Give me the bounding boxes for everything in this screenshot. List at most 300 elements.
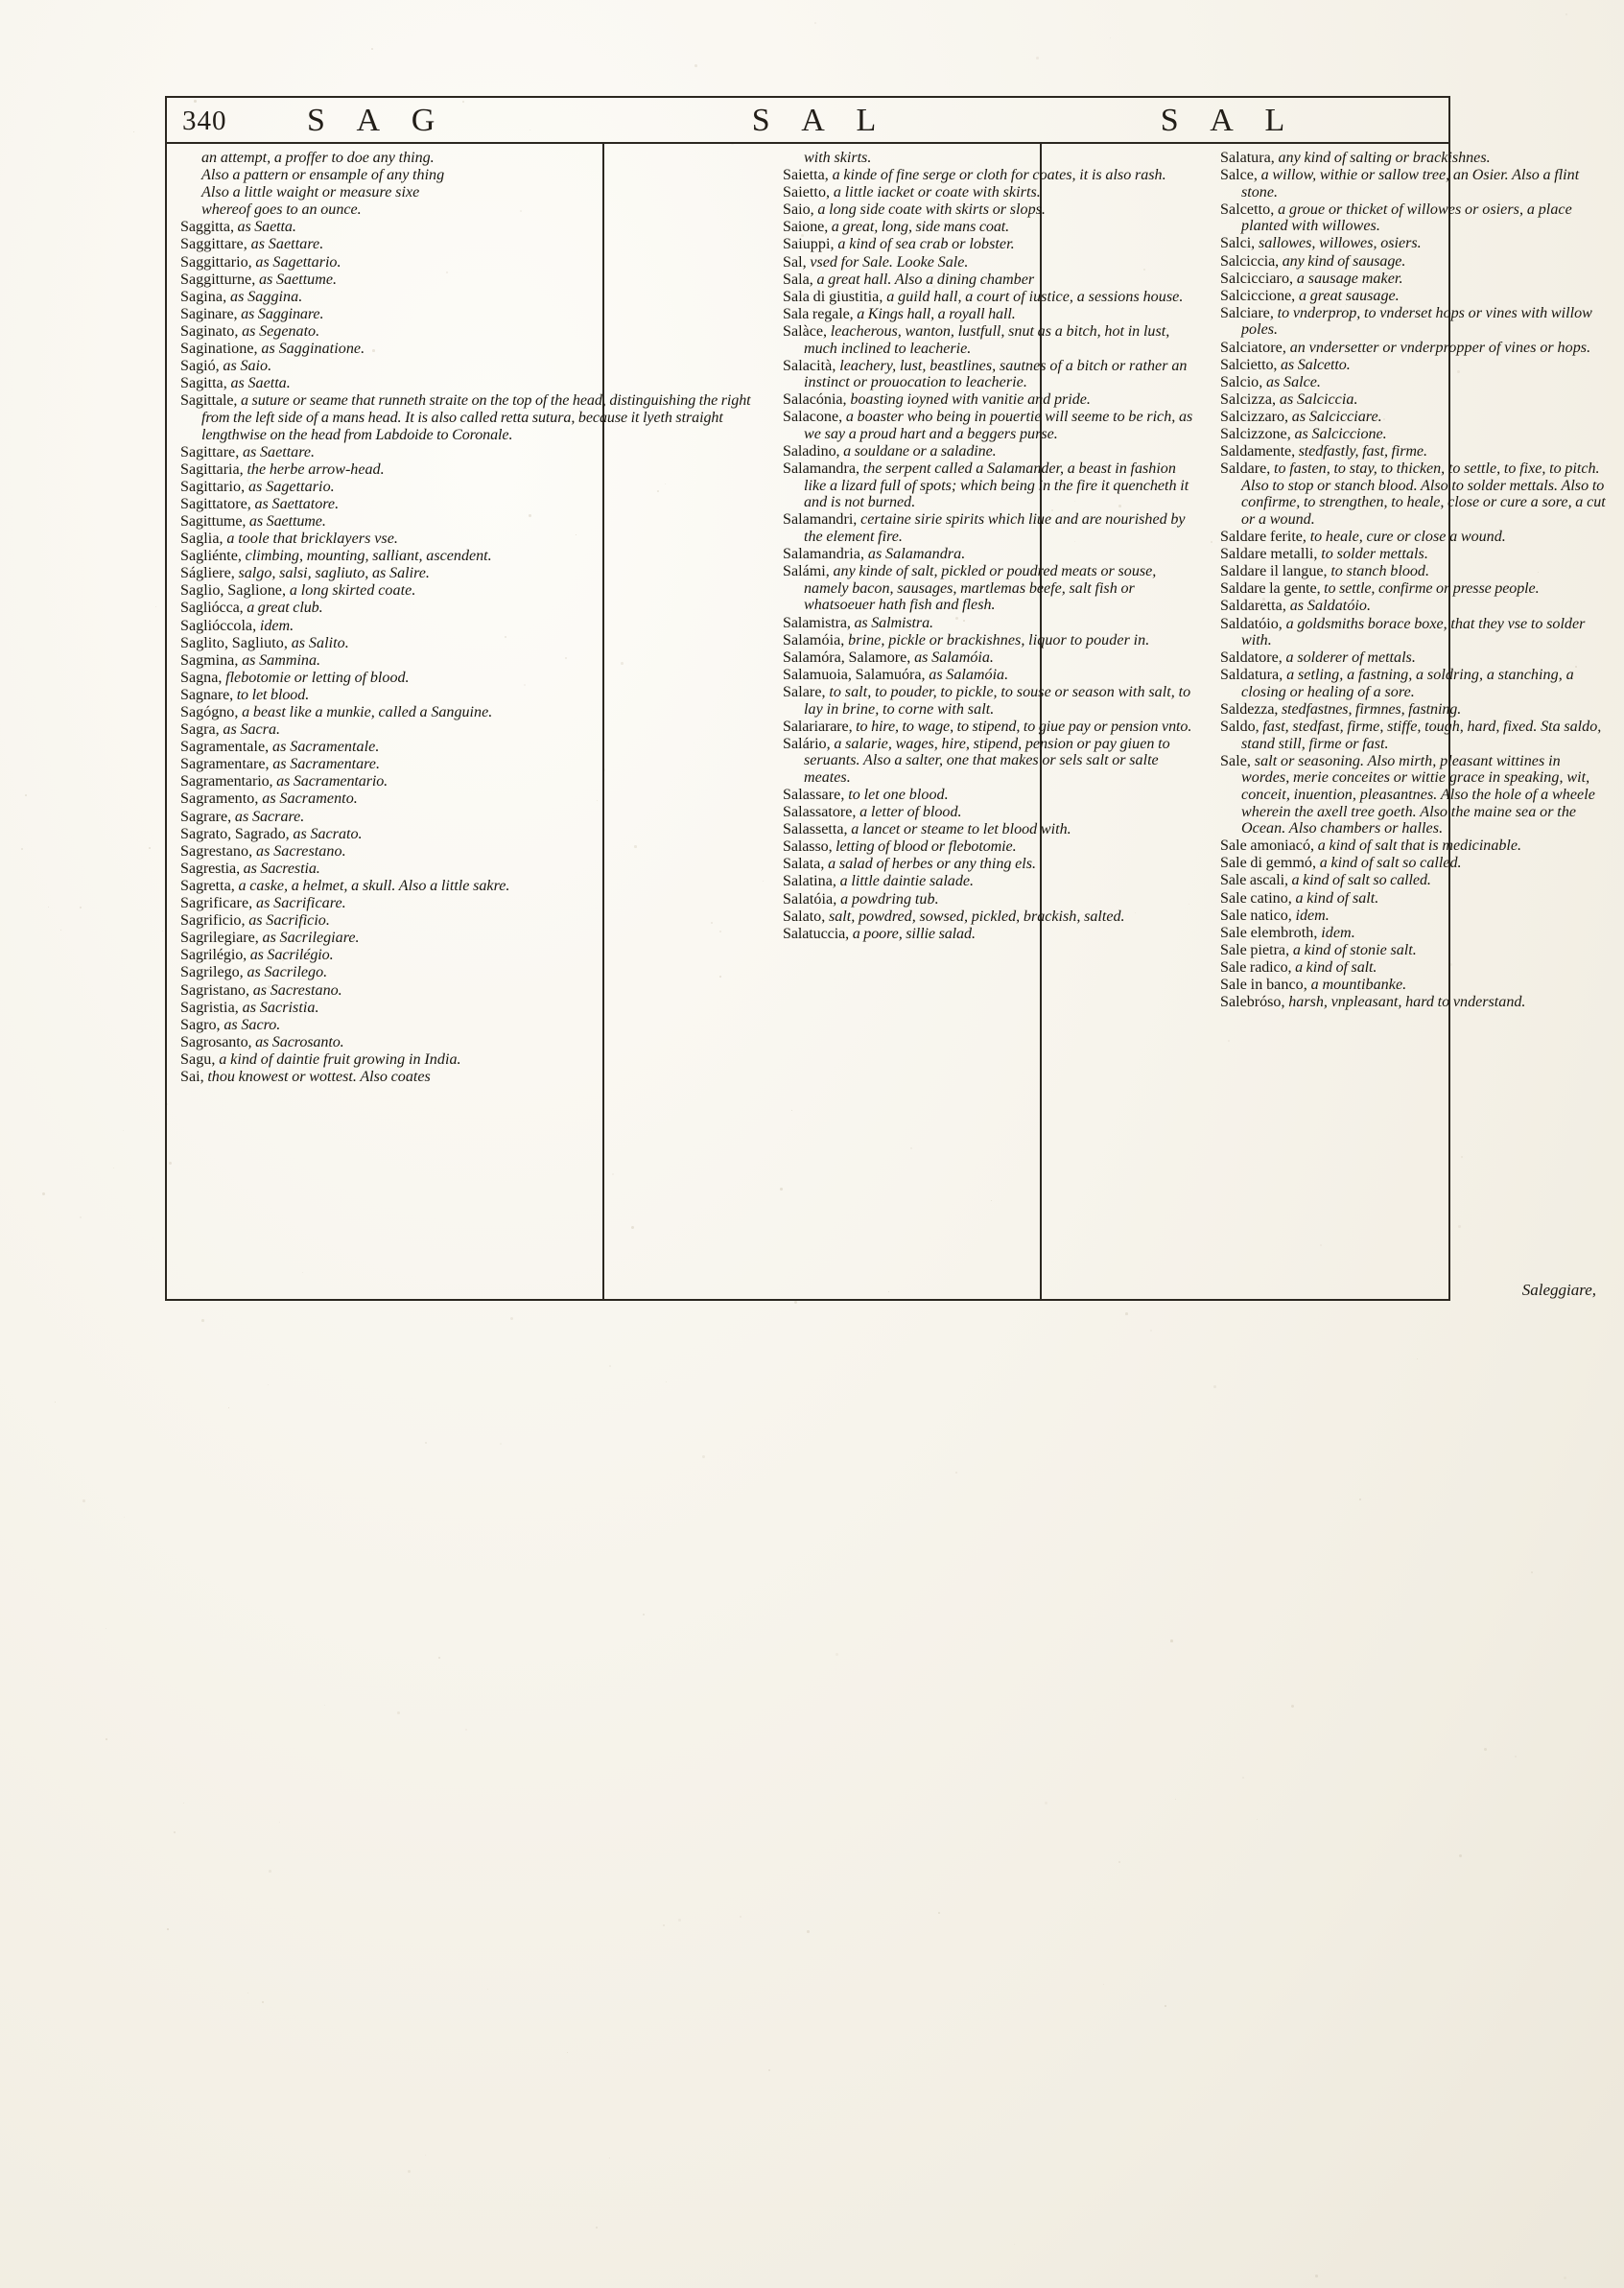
dictionary-entry [1220,908,1610,925]
dictionary-entry [1220,994,1610,1011]
entry-definition: to stanch blood. [1330,563,1429,580]
paper-speckle [133,131,134,132]
running-head-left: S A G [307,103,448,138]
paper-speckle [1359,1498,1361,1500]
paper-speckle [1213,1385,1216,1388]
dictionary-entry [783,684,1197,718]
entry-headword: Saldare il langue, [1220,563,1328,580]
dictionary-entry [783,787,1197,804]
entry-headword: Salàce, [783,322,828,340]
dictionary-entry [180,1017,760,1034]
dictionary-entry [180,531,760,548]
dictionary-entry [1220,167,1610,200]
paper-speckle [60,930,61,931]
entry-definition: a little daintie salade. [839,873,975,890]
entry-headword: Sale di gemmó, [1220,855,1316,872]
entry-definition: any kind of salting or brackishnes. [1278,150,1491,166]
paper-speckle [1531,1571,1533,1573]
paper-speckle [836,1653,838,1656]
entry-definition: the serpent called a Salamander, a beast in fashion like a lizard full of spots; which being in the fire it quencheth it and is not burned. [804,460,1189,511]
entry-definition: as Salcicciare. [1291,408,1382,425]
entry-headword: Sal, [783,253,807,271]
dictionary-entry [180,687,760,704]
paper-speckle [162,931,163,932]
entry-definition: flebotomie or letting of blood. [225,669,410,686]
paper-speckle [938,1912,940,1914]
entry-headword: Salciccione, [1220,287,1296,304]
dictionary-entry [180,289,760,306]
entry-headword: Salassatore, [783,804,857,821]
paper-speckle [269,1870,271,1873]
paper-speckle [1484,1748,1487,1751]
entry-headword: Sagittale, [180,392,238,410]
entry-definition: as Sagettario. [247,478,335,495]
dictionary-entry [783,838,1197,856]
entry-headword: Sale pietra, [1220,941,1290,958]
entry-definition: as Saettume. [248,512,326,530]
dictionary-column-middle [773,144,1205,1301]
paper-speckle [1118,1861,1120,1863]
dictionary-entry [783,615,1197,632]
paper-speckle [42,1192,45,1195]
dictionary-entry [180,600,760,617]
paper-speckle [1125,1312,1128,1315]
dictionary-entry [180,254,760,271]
entry-definition: an vndersetter or vnderpropper of vines or hops. [1289,339,1591,356]
dictionary-entry [1220,340,1610,357]
paper-speckle [1417,1358,1418,1359]
entry-definition: as Sacrosanto. [255,1033,344,1050]
entry-definition: a kind of sea crab or lobster. [837,236,1015,253]
entry-headword: Salacone, [783,409,843,426]
dictionary-entry [180,219,760,236]
entry-definition: as Sacrificare. [256,895,346,912]
dictionary-entry [180,878,760,895]
paper-speckle [1565,13,1567,15]
paper-speckle [201,1319,204,1322]
entry-definition: whereof goes to an ounce. [201,201,362,219]
entry-headword: Sagramentale, [180,739,270,756]
paper-speckle [807,1930,810,1933]
paper-speckle [510,1317,513,1320]
dictionary-entry [180,271,760,289]
entry-definition: leacherous, wanton, lustfull, snut as a bitch, hot in lust, much inclined to leacherie. [804,322,1170,357]
dictionary-entry [783,409,1197,442]
entry-headword: Saldare la gente, [1220,580,1321,598]
entry-headword: Sagrestia, [180,860,241,877]
dictionary-entry [783,167,1197,184]
paper-speckle [371,48,373,50]
dictionary-entry [783,236,1197,253]
paper-speckle [408,2170,411,2173]
entry-definition: idem. [1321,924,1355,941]
entry-definition: as Saettatore. [254,495,340,512]
entry-definition: to solder mettals. [1321,546,1428,563]
dictionary-entry [1220,443,1610,460]
entry-headword: Salamandra, [783,460,859,478]
dictionary-entry [180,479,760,496]
entry-definition: as Segenato. [242,322,320,340]
dictionary-entry [783,649,1197,667]
paper-speckle [678,1919,681,1922]
entry-definition: a Kings hall, a royall hall. [857,305,1016,322]
columns-container [165,144,1606,1301]
running-head-right: S A L [1160,103,1298,138]
entry-headword: Saggitta, [180,219,234,236]
entry-definition: salt, powdred, sowsed, pickled, brackish, salted. [828,908,1125,925]
dictionary-entry [1220,616,1610,649]
paper-speckle [268,1384,269,1385]
entry-headword: Sagittaria, [180,460,244,478]
entry-definition: as Sacramentare. [272,756,380,773]
entry-definition: to settle, confirme or presse people. [1324,580,1540,598]
paper-speckle [1515,1756,1517,1757]
dictionary-entry [1220,288,1610,305]
entry-definition: as Salciccia. [1279,390,1358,408]
entry-definition: a willow, withie or sallow tree, an Osier. Also a flint stone. [1241,167,1580,200]
entry-headword: Salamuoia, Salamuóra, [783,666,926,683]
dictionary-entry [1220,201,1610,235]
paper-speckle [955,1472,957,1474]
dictionary-entry [180,513,760,531]
entry-definition: as Saettume. [258,271,338,288]
entry-headword: Sala di giustitia, [783,288,883,305]
entry-headword: Saietta, [783,167,829,184]
entry-headword: Sagittare, [180,443,240,460]
entry-definition: salt or seasoning. Also mirth, pleasant wittines in wordes, merie conceites or wittie grace in speaking, wit, conceit, inuention, pleasantnes. Also the hole of a wheele wherein the axell tree goeth. Also the maine sea or the Ocean. Also chambers or halles. [1241,752,1595,837]
paper-speckle [768,2069,770,2071]
entry-headword: Saldatura, [1220,667,1283,684]
dictionary-entry [180,930,760,947]
dictionary-entry [180,1051,760,1069]
entry-headword: Saldamente, [1220,443,1296,460]
entry-headword: Sagitta, [180,375,227,392]
entry-definition: as Saetta. [237,219,296,236]
dictionary-entry [783,873,1197,890]
dictionary-entry [1220,529,1610,546]
entry-headword: Sagógno, [180,704,239,720]
entry-headword: Saglióccа, [180,600,244,617]
entry-headword: Salámi, [783,563,830,580]
dictionary-entry [783,891,1197,908]
entry-definition: any kind of sausage. [1282,252,1406,270]
entry-definition: to fasten, to stay, to thicken, to settle, to fixe, to pitch. Also to stop or stanch blood. Also to solder mettals. Also to confirme, to strengthen, to heale, close or cure a sore, a cut or a wound. [1241,460,1606,528]
dictionary-entry [1220,305,1610,339]
dictionary-entry [180,826,760,843]
paper-speckle [123,1130,124,1131]
dictionary-entry [783,306,1197,323]
dictionary-entry [783,271,1197,289]
entry-headword: Saldezza, [1220,701,1279,718]
dictionary-entry [180,843,760,861]
dictionary-entry [1220,855,1610,872]
paper-speckle [643,1614,645,1616]
dictionary-entry [783,358,1197,391]
entry-definition: sallowes, willowes, osiers. [1258,235,1422,252]
entry-definition: as Sacramentale. [272,739,380,756]
entry-definition: to let blood. [236,686,310,703]
entry-headword: Salatura, [1220,150,1275,166]
entry-definition: vsed for Sale. Looke Sale. [810,253,969,271]
entry-headword: Saginare, [180,305,238,322]
entry-definition: a goldsmiths borace boxe, that they vse to solder with. [1241,615,1586,649]
paper-speckle [1170,1639,1173,1642]
paper-speckle [80,1216,82,1218]
entry-headword: Salato, [783,908,826,925]
entry-headword: Salcio, [1220,373,1263,390]
dictionary-entry [1220,253,1610,271]
entry-headword: Sagro, [180,1016,221,1033]
entry-headword: Sagramentario, [180,773,273,790]
entry-definition: as Salmistra. [854,614,933,631]
paper-speckle [425,1442,427,1444]
entry-definition: the herbe arrow-head. [247,460,385,478]
entry-definition: as Sacrare. [234,808,305,825]
entry-headword: Sala regale, [783,305,854,322]
entry-headword: Sagramento, [180,790,259,808]
dictionary-entry [1220,890,1610,908]
entry-headword: Saglióccola, [180,617,257,634]
entry-definition: a boaster who being in pouertie will seeme to be rich, as we say a proud hart and a beggers purse. [804,409,1193,442]
entry-definition: a toole that bricklayers vse. [226,531,398,548]
entry-headword: Sai, [180,1068,204,1085]
entry-headword: Salamistra, [783,614,851,631]
entry-definition: with skirts. [804,150,872,166]
dictionary-entry [180,861,760,878]
dictionary-entry [180,306,760,323]
entry-definition: a beast like a munkie, called a Sanguine. [242,704,493,720]
dictionary-entry [180,565,760,582]
dictionary-entry [180,704,760,721]
entry-definition: as Sacrestia. [243,860,320,877]
dictionary-column-left [171,144,767,1301]
entry-headword: Saio, [783,201,814,219]
entry-definition: as Salamandra. [867,546,966,563]
entry-definition: a salad of herbes or any thing els. [828,856,1037,873]
entry-headword: Salcicciaro, [1220,270,1294,287]
entry-headword: Salacónia, [783,391,847,409]
entry-definition: as Salciccione. [1294,426,1387,442]
entry-definition: as Sagginatione. [261,341,365,358]
entry-definition: a kind of salt that is medicinable. [1317,837,1522,855]
entry-definition: an attempt, a proffer to doe any thing. [201,150,435,166]
entry-headword: Sagrilegiare, [180,930,259,947]
paper-speckle [694,64,697,67]
dictionary-entry [180,652,760,670]
entry-headword: Sagittume, [180,512,247,530]
entry-headword: Sale in banco, [1220,977,1307,993]
entry-headword: Salamandri, [783,511,858,529]
paper-speckle [183,1803,184,1804]
entry-headword: Saldatore, [1220,649,1283,667]
dictionary-entry [180,582,760,600]
dictionary-entry [180,982,760,1000]
entry-headword: Saginatione, [180,341,258,358]
dictionary-entry [180,635,760,652]
entry-headword: Salasso, [783,838,833,856]
entry-headword: Salciccia, [1220,252,1280,270]
entry-headword: Sagrosanto, [180,1033,252,1050]
entry-headword: Salcizzaro, [1220,408,1289,425]
paper-speckle [25,794,27,796]
entry-headword: Salciare, [1220,304,1274,321]
dictionary-entry [783,511,1197,545]
entry-headword: Salamandria, [783,546,865,563]
dictionary-entry [180,739,760,756]
paper-speckle [324,1705,325,1706]
dictionary-entry [180,392,760,443]
paper-speckle [1315,2275,1318,2277]
entry-headword: Saietto, [783,184,831,201]
dictionary-entry [1220,546,1610,563]
entry-headword: Sagristano, [180,981,249,999]
paper-speckle [397,1711,400,1714]
entry-headword: Sagmina, [180,651,239,669]
dictionary-entry-continuation [180,150,760,167]
entry-headword: Sagliénte, [180,548,242,565]
entry-headword: Saggitturne, [180,271,256,288]
paper-speckle [262,2001,264,2003]
entry-definition: a kind of salt so called. [1319,855,1462,872]
entry-definition: as Sacrilégio. [249,947,334,964]
paper-speckle [663,1924,665,1926]
entry-headword: Sagina, [180,288,227,305]
entry-headword: Sagittatore, [180,495,251,512]
entry-definition: a kind of salt. [1295,889,1379,907]
entry-definition: to salt, to pouder, to pickle, to souse or season with salt, to lay in brine, to corne with salt. [804,683,1191,718]
dictionary-entry [1220,374,1610,391]
dictionary-entry [180,341,760,358]
entry-definition: a poore, sillie salad. [852,925,976,942]
entry-definition: Also a pattern or ensample of any thing [201,167,445,184]
dictionary-entry [783,254,1197,271]
entry-definition: a great hall. Also a dining chamber [816,271,1035,288]
entry-definition: brine, pickle or brackishnes, liquor to pouder in. [848,631,1150,649]
dictionary-entry [783,719,1197,736]
entry-headword: Sagristia, [180,999,239,1016]
entry-definition: a letter of blood. [859,804,962,821]
dictionary-entry [783,289,1197,306]
entry-headword: Saldaretta, [1220,598,1286,615]
paper-speckle [438,1657,440,1659]
dictionary-entry [783,804,1197,821]
entry-headword: Sagrestano, [180,842,253,860]
paper-speckle [48,907,49,908]
paper-speckle [279,1822,280,1823]
entry-definition: leachery, lust, beastlines, sautnes of a bitch or rather an instinct or prouocation to leacherie. [804,357,1188,391]
entry-definition: fast, stedfast, firme, stiffe, tough, hard, fixed. Sta saldo, stand still, firme or fast. [1241,719,1602,752]
paper-speckle [487,1989,488,1990]
entry-headword: Saglio, Saglione, [180,582,287,600]
dictionary-entry [1220,271,1610,288]
entry-definition: as Sacro. [224,1016,281,1033]
entry-definition: a suture or seame that runneth straite on the top of the head, distinguishing the right from the left side of a mans head. It is also called retta sutura, because it lyeth straight lengthwise on the head from Labdoide to Coronale. [201,392,751,443]
dictionary-entry [180,721,760,739]
paper-speckle [174,1831,176,1833]
entry-definition: as Saetta. [230,375,291,392]
entry-headword: Salatina, [783,873,836,890]
dictionary-entry [1220,598,1610,615]
entry-headword: Saggittario, [180,253,252,271]
entry-definition: to vnderprop, to vnderset hops or vines with willow poles. [1241,304,1592,339]
dictionary-entry [1220,409,1610,426]
entry-headword: Sale ascali, [1220,872,1288,889]
entry-definition: a kind of salt. [1295,958,1377,976]
entry-headword: Salare, [783,683,826,700]
paper-speckle [106,1738,107,1740]
dictionary-entry [180,964,760,981]
entry-headword: Sale, [1220,752,1251,769]
entry-definition: as Sacramento. [262,790,358,808]
entry-definition: a lancet or steame to let blood with. [851,821,1071,838]
entry-definition: as Sacra. [223,721,281,739]
dictionary-entry [180,375,760,392]
paper-speckle [1036,57,1039,59]
dictionary-entry [180,670,760,687]
dictionary-entry [1220,701,1610,719]
entry-headword: Salamóra, Salamore, [783,649,911,666]
entry-headword: Salassare, [783,786,845,803]
entry-headword: Salário, [783,735,831,752]
entry-headword: Sagió, [180,358,220,375]
entry-headword: Sale elembroth, [1220,924,1318,941]
dictionary-entry [1220,837,1610,855]
dictionary-entry [1220,872,1610,889]
entry-definition: a salarie, wages, hire, stipend, pension or pay giuen to seruants. Also a salter, one that makes or sels salt or salte meates. [804,735,1170,786]
dictionary-entry [180,895,760,912]
paper-speckle [740,1916,741,1918]
paper-speckle [666,1381,667,1382]
paper-speckle [1175,1799,1176,1800]
entry-headword: Salebróso, [1220,994,1285,1011]
entry-headword: Saginato, [180,322,239,340]
paper-speckle [80,907,82,908]
entry-definition: thou knowest or wottest. Also coates [207,1068,431,1085]
entry-headword: Sagrare, [180,808,232,825]
dictionary-entry [783,908,1197,926]
entry-definition: a great club. [247,600,323,617]
entry-definition: a guild hall, a court of iustice, a sessions house. [886,288,1184,305]
dictionary-entry [180,548,760,565]
dictionary-entry [1220,235,1610,252]
dictionary-entry [783,926,1197,943]
entry-definition: idem. [259,617,294,634]
dictionary-entry [783,546,1197,563]
entry-headword: Salatóia, [783,890,837,908]
entry-definition: any kinde of salt, pickled or poudred meats or souse, namely bacon, sausages, martlemas beefe, salt fish or whatsoeuer hath fish and flesh. [804,563,1157,614]
entry-headword: Salacità, [783,357,836,374]
entry-headword: Salcizzone, [1220,426,1291,442]
paper-speckle [21,848,23,850]
dictionary-entry [1220,667,1610,700]
entry-headword: Sagrificare, [180,895,253,912]
entry-headword: Salariarare, [783,718,853,735]
dictionary-entry [180,773,760,790]
entry-definition: as Sacrato. [293,825,363,842]
paper-speckle [1045,1802,1047,1804]
entry-headword: Salassetta, [783,821,848,838]
entry-headword: Sagrilego, [180,964,244,981]
entry-definition: a kind of salt so called. [1291,872,1431,889]
dictionary-entry [1220,719,1610,752]
entry-headword: Salcetto, [1220,200,1275,218]
entry-definition: as Salamóia. [929,666,1009,683]
dictionary-entry [180,912,760,930]
entry-headword: Sagu, [180,1050,216,1068]
dictionary-entry [180,809,760,826]
paper-speckle [124,1517,125,1518]
paper-speckle [1110,37,1111,38]
